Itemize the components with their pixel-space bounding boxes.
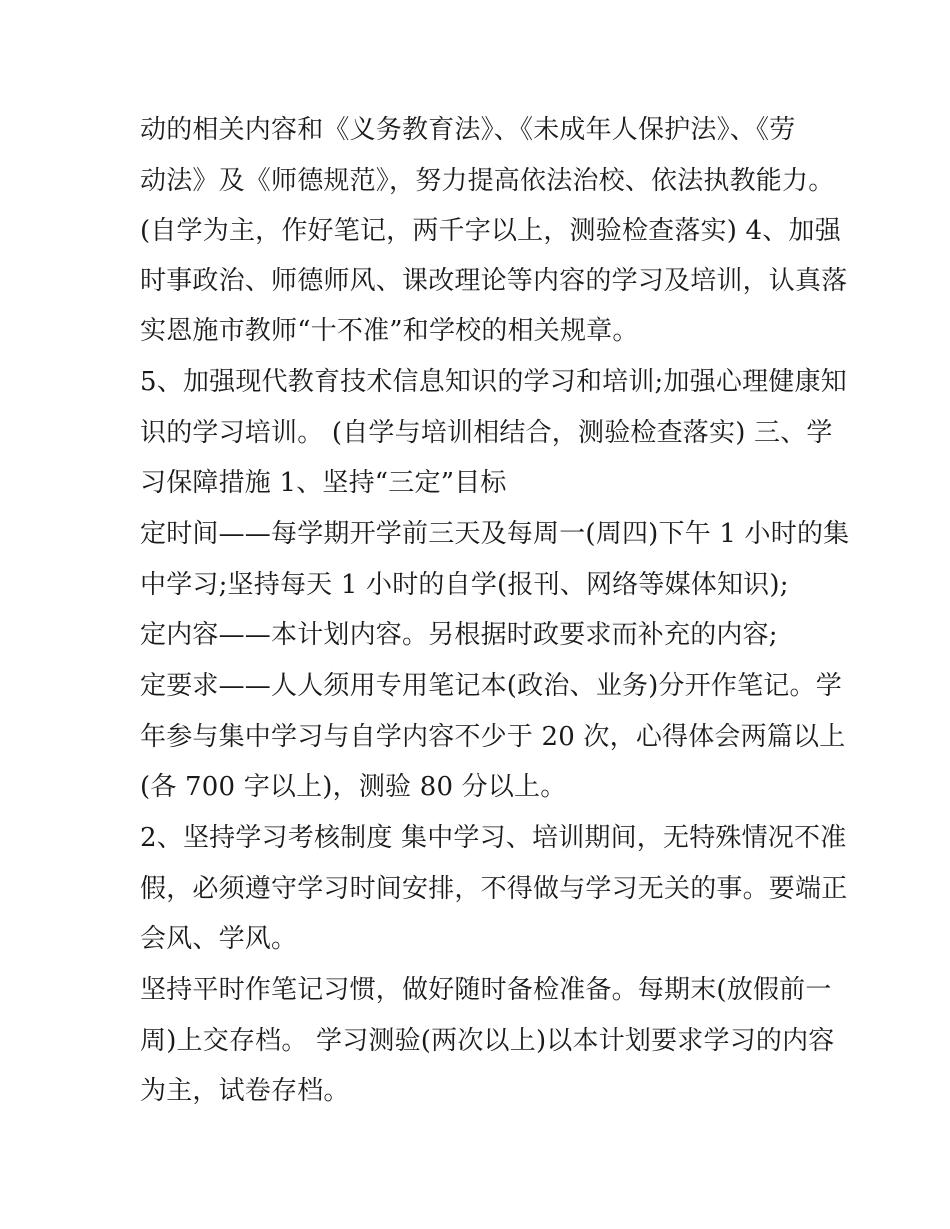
text-line-2: 动法》及《师德规范》，努力提高依法治校、依法执教能力。 (140, 166, 835, 196)
text-line-11: 定内容——本计划内容。另根据时政要求而补充的内容; (140, 620, 778, 650)
text-line-19: 周)上交存档。 学习测验(两次以上)以本计划要求学习的内容 (140, 1026, 835, 1056)
text-line-3: (自学为主，作好笔记，两千字以上，测验检查落实) 4、加强 (140, 216, 841, 246)
text-line-10: 中学习;坚持每天 1 小时的自学(报刊、网络等媒体知识); (140, 570, 789, 600)
text-line-7: 识的学习培训。 (自学与培训相结合，测验检查落实) 三、学 (140, 418, 833, 448)
text-line-6: 5、加强现代教育技术信息知识的学习和培训;加强心理健康知 (140, 367, 847, 397)
text-line-16: 假，必须遵守学习时间安排，不得做与学习无关的事。要端正 (140, 874, 848, 904)
text-line-15: 2、坚持学习考核制度 集中学习、培训期间，无特殊情况不准 (140, 823, 847, 853)
text-line-12: 定要求——人人须用专用笔记本(政治、业务)分开作笔记。学 (140, 671, 842, 701)
text-line-1: 动的相关内容和《义务教育法》、《未成年人保护法》、《劳 (140, 115, 796, 145)
text-line-20: 为主，试卷存档。 (140, 1076, 350, 1106)
text-line-18: 坚持平时作笔记习惯，做好随时备检准备。每期末(放假前一 (140, 975, 832, 1005)
text-line-17: 会风、学风。 (140, 924, 298, 954)
text-line-9: 定时间——每学期开学前三天及每周一(周四)下午 1 小时的集 (140, 519, 850, 549)
text-line-8: 习保障措施 1、坚持“三定”目标 (140, 468, 507, 498)
text-line-4: 时事政治、师德师风、课改理论等内容的学习及培训，认真落 (140, 266, 848, 296)
text-line-5: 实恩施市教师“十不准”和学校的相关规章。 (140, 316, 639, 346)
text-line-13: 年参与集中学习与自学内容不少于 20 次，心得体会两篇以上 (140, 722, 846, 752)
text-line-14: (各 700 字以上)，测验 80 分以上。 (140, 772, 567, 802)
